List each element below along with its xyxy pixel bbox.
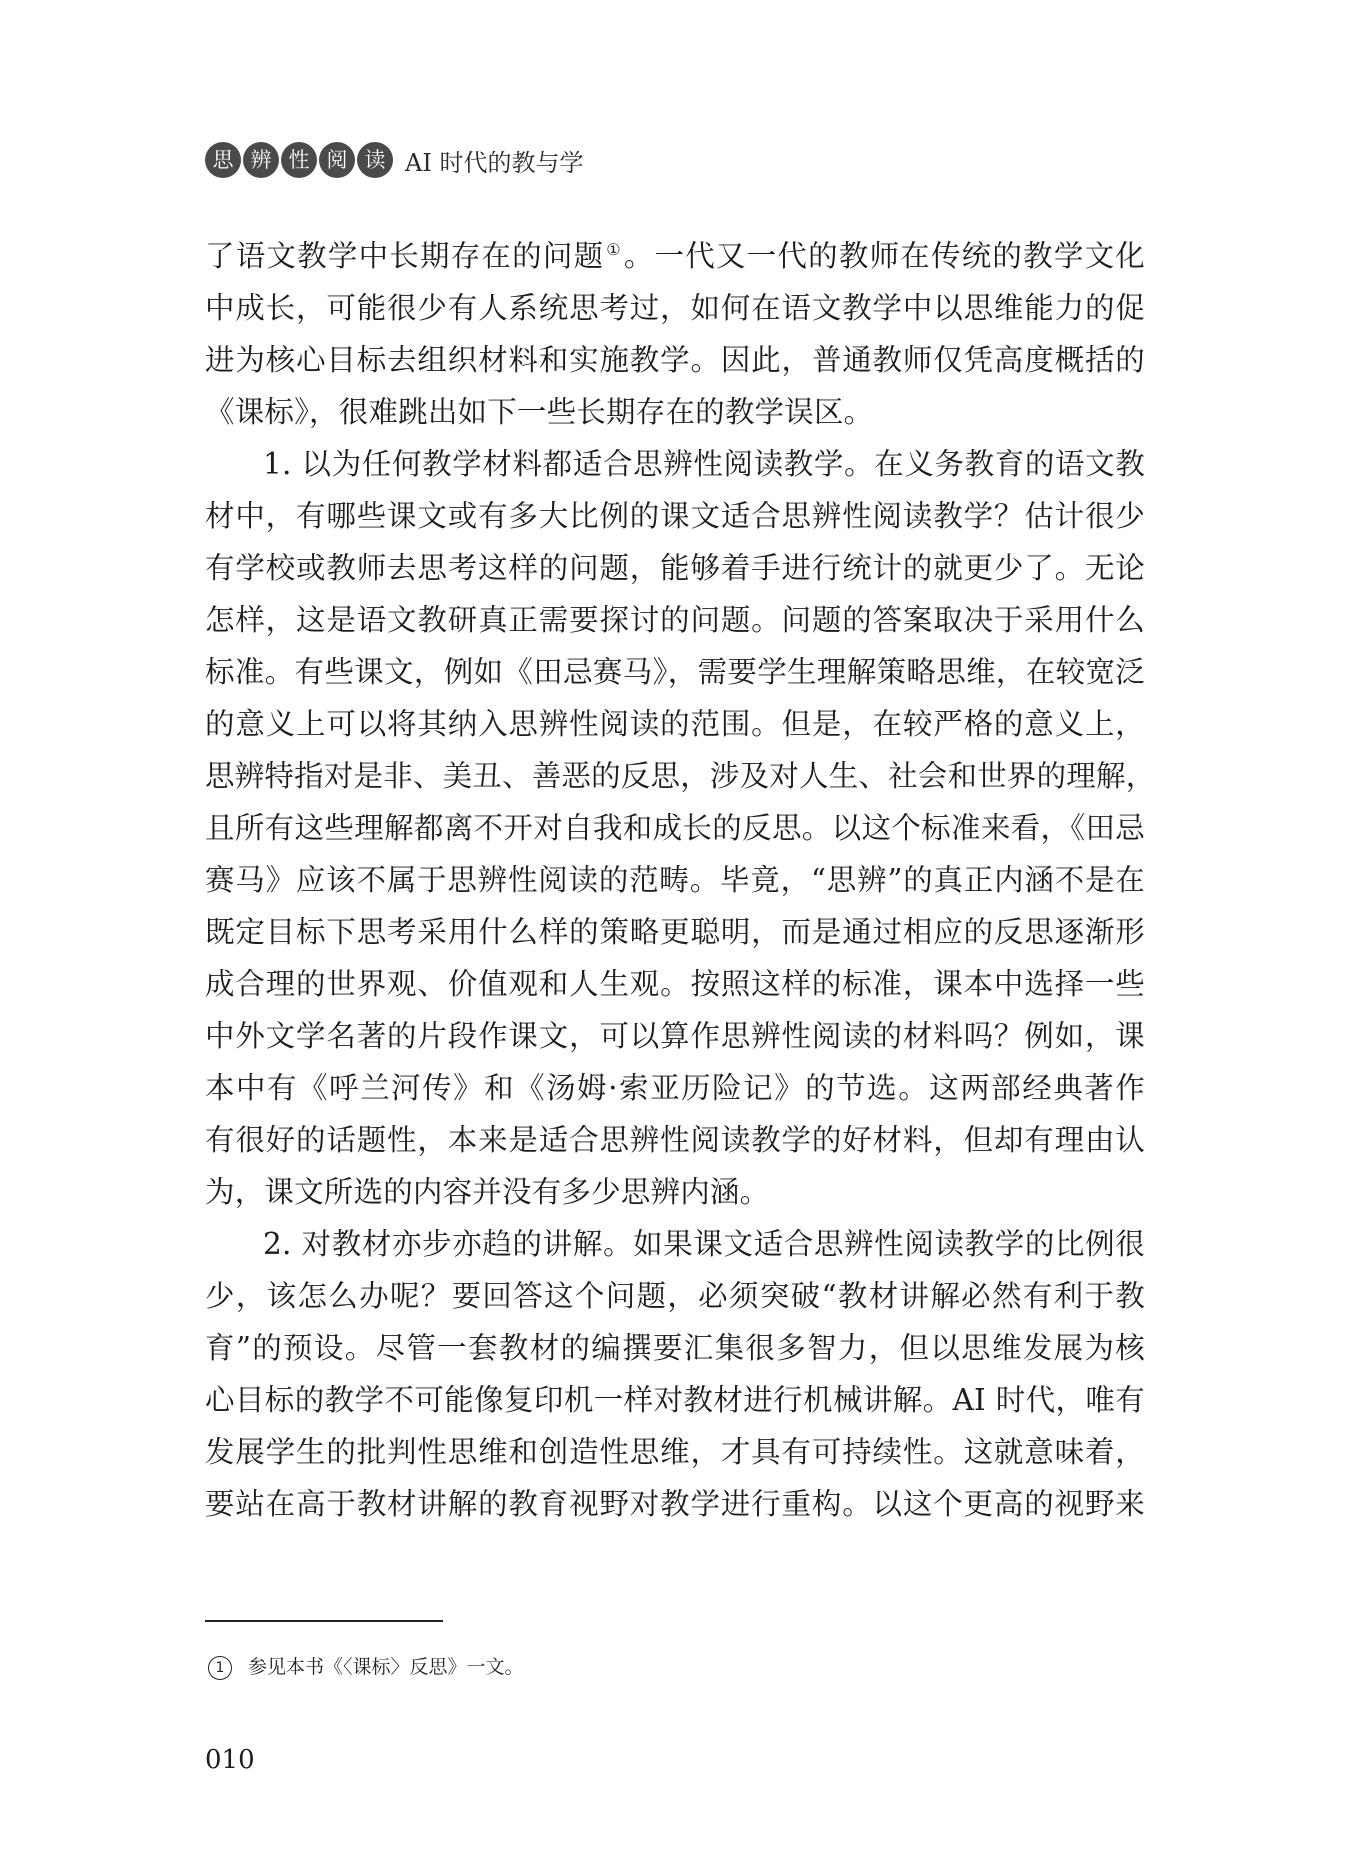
text-line: 本中有《呼兰河传》和《汤姆·索亚历险记》的节选。这两部经典著作 bbox=[205, 1071, 1145, 1105]
text-line: 的意义上可以将其纳入思辨性阅读的范围。但是，在较严格的意义上， bbox=[205, 707, 1145, 741]
text-line: 要站在高于教材讲解的教育视野对教学进行重构。以这个更高的视野来 bbox=[205, 1487, 1145, 1521]
book-title-badges bbox=[205, 142, 395, 178]
title-char-badge: 辨 bbox=[243, 142, 279, 178]
text-line: 少，该怎么办呢？要回答这个问题，必须突破“教材讲解必然有利于教 bbox=[205, 1279, 1145, 1313]
text-line: 思辨特指对是非、美丑、善恶的反思，涉及对人生、社会和世界的理解， bbox=[205, 759, 1156, 793]
paragraph bbox=[205, 1218, 1145, 1530]
text-span: 。一代又一代的教师在传统的教学文化 bbox=[623, 239, 1145, 273]
title-char-badge: 思 bbox=[205, 142, 241, 178]
text-line: 成合理的世界观、价值观和人生观。按照这样的标准，课本中选择一些 bbox=[205, 967, 1145, 1001]
text-line: 心目标的教学不可能像复印机一样对教材进行机械讲解。AI 时代，唯有 bbox=[205, 1383, 1145, 1417]
text-line: 有很好的话题性，本来是适合思辨性阅读教学的好材料，但却有理由认 bbox=[205, 1123, 1145, 1157]
book-subtitle: AI 时代的教与学 bbox=[405, 148, 584, 177]
text-line: 进为核心目标去组织材料和实施教学。因此，普通教师仅凭高度概括的 bbox=[205, 343, 1145, 377]
text-line: 赛马》应该不属于思辨性阅读的范畴。毕竟，“思辨”的真正内涵不是在 bbox=[205, 863, 1145, 897]
text-line: 既定目标下思考采用什么样的策略更聪明，而是通过相应的反思逐渐形 bbox=[205, 915, 1145, 949]
text-line: 标准。有些课文，例如《田忌赛马》，需要学生理解策略思维，在较宽泛 bbox=[205, 655, 1145, 689]
text-span: 了语文教学中长期存在的问题 bbox=[205, 239, 605, 273]
footnote-text: 参见本书《〈课标〉反思》一文。 bbox=[248, 1656, 524, 1678]
text-line: 且所有这些理解都离不开对自我和成长的反思。以这个标准来看，《田忌 bbox=[205, 811, 1145, 845]
paragraph bbox=[205, 230, 1145, 438]
footnote-divider bbox=[205, 1620, 443, 1622]
page-number: 010 bbox=[205, 1745, 255, 1775]
footnote bbox=[208, 1652, 524, 1680]
title-char-badge: 读 bbox=[357, 142, 393, 178]
text-line: 为，课文所选的内容并没有多少思辨内涵。 bbox=[205, 1175, 770, 1209]
running-header bbox=[205, 140, 583, 180]
footnote-ref[interactable]: ① bbox=[606, 240, 622, 260]
text-line: 发展学生的批判性思维和创造性思维，才具有可持续性。这就意味着， bbox=[205, 1435, 1145, 1469]
footnote-mark: 1 bbox=[208, 1656, 232, 1680]
text-line: 有学校或教师去思考这样的问题，能够着手进行统计的就更少了。无论 bbox=[205, 551, 1145, 585]
paragraph bbox=[205, 438, 1156, 1218]
text-line: 中外文学名著的片段作课文，可以算作思辨性阅读的材料吗？例如，课 bbox=[205, 1019, 1145, 1053]
body-text bbox=[205, 230, 1156, 1530]
text-line: 中成长，可能很少有人系统思考过，如何在语文教学中以思维能力的促 bbox=[205, 291, 1145, 325]
text-line bbox=[205, 230, 1145, 282]
text-line: 材中，有哪些课文或有多大比例的课文适合思辨性阅读教学？估计很少 bbox=[205, 499, 1145, 533]
text-line: 1. 以为任何教学材料都适合思辨性阅读教学。在义务教育的语文教 bbox=[263, 447, 1145, 481]
text-line: 《课标》，很难跳出如下一些长期存在的教学误区。 bbox=[205, 395, 874, 429]
title-char-badge: 性 bbox=[281, 142, 317, 178]
text-line: 育”的预设。尽管一套教材的编撰要汇集很多智力，但以思维发展为核 bbox=[205, 1331, 1145, 1365]
text-line: 2. 对教材亦步亦趋的讲解。如果课文适合思辨性阅读教学的比例很 bbox=[263, 1227, 1145, 1261]
text-line: 怎样，这是语文教研真正需要探讨的问题。问题的答案取决于采用什么 bbox=[205, 603, 1145, 637]
title-char-badge: 阅 bbox=[319, 142, 355, 178]
